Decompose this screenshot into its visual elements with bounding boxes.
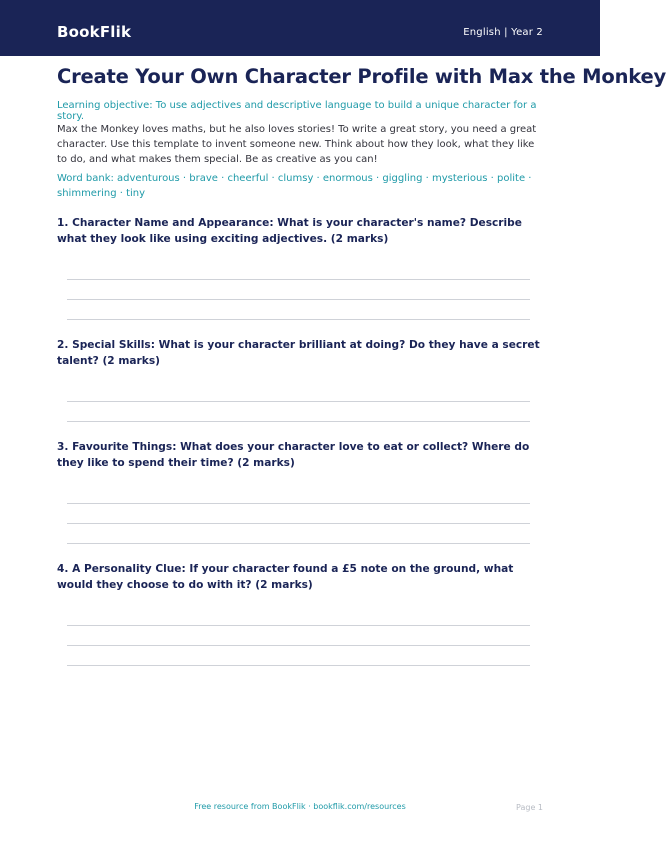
word-bank: Word bank: adventurous · brave · cheerful · clumsy · enormous · giggling · mysterious · polite · shimmering · tiny [57, 173, 532, 199]
learning-objective: Learning objective: To use adjectives and descriptive language to build a unique character for a story. [57, 100, 537, 122]
answer-line[interactable] [67, 401, 530, 402]
question-3: 3. Favourite Things: What does your character love to eat or collect? Where do they like to spend their time? (2 marks) [57, 441, 530, 469]
answer-line[interactable] [67, 503, 530, 504]
page-title: Create Your Own Character Profile with Max the Monkey [57, 65, 666, 88]
header-bar [0, 0, 600, 56]
question-4: 4. A Personality Clue: If your character found a £5 note on the ground, what would they choose to do with it? (2 marks) [57, 563, 514, 591]
answer-line[interactable] [67, 319, 530, 320]
answer-line[interactable] [67, 625, 530, 626]
question-1: 1. Character Name and Appearance: What is your character's name? Describe what they look like using exciting adjectives. (2 marks) [57, 217, 522, 245]
brand-logo-text: BookFlik [57, 23, 132, 41]
answer-line[interactable] [67, 665, 530, 666]
footer-resource-note: Free resource from BookFlik · bookflik.com/resources [194, 802, 406, 811]
answer-line[interactable] [67, 645, 530, 646]
answer-line[interactable] [67, 279, 530, 280]
question-2: 2. Special Skills: What is your character brilliant at doing? Do they have a secret talent? (2 marks) [57, 339, 540, 367]
answer-line[interactable] [67, 299, 530, 300]
answer-line[interactable] [67, 421, 530, 422]
subject-year-label: English | Year 2 [463, 27, 543, 38]
page-number: Page 1 [516, 803, 543, 812]
answer-line[interactable] [67, 523, 530, 524]
answer-line[interactable] [67, 543, 530, 544]
intro-paragraph: Max the Monkey loves maths, but he also loves stories! To write a great story, you need a great character. Use this template to invent someone new. Think about how they look, what they like to do, and what makes them special. Be as creative as you can! [57, 124, 537, 165]
